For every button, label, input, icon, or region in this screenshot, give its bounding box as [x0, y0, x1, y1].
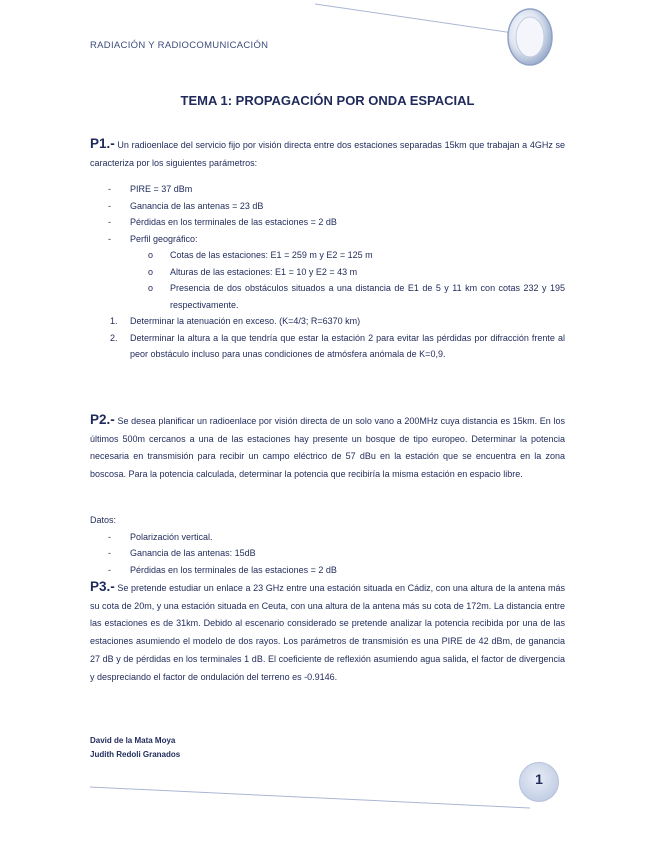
problem-2-text: Se desea planificar un radioenlace por visión directa de un solo vano a 200MHz cuya distancia es 15km. En los últimos 500m cercanos a una de las estaciones hay presente un bosque de tipo europeo. Determinar la potencia necesaria en transmisión para recibir un campo eléctrico de 57 dBu en la estación que se encuentra en la zona boscosa. Para la potencia calculada, determinar la potencia que recibiría la misma estación en espacio libre.: [90, 416, 565, 480]
list-item: - PIRE = 37 dBm: [108, 184, 193, 194]
page-number: 1: [535, 771, 543, 787]
problem-1-label: P1.-: [90, 136, 115, 151]
problem-3-statement: [90, 578, 565, 686]
list-item: - Pérdidas en los terminales de las estaciones = 2 dB: [108, 217, 337, 227]
datos-label: Datos:: [90, 515, 117, 525]
header-decor-line: [0, 0, 655, 60]
problem-1-questions: [90, 313, 565, 363]
footer-authors: [90, 734, 180, 761]
list-item: - Ganancia de las antenas: 15dB: [108, 548, 256, 558]
author-name: Judith Redoli Granados: [90, 749, 181, 759]
list-item: o Alturas de las estaciones: E1 = 10 y E2 = 43 m: [148, 266, 358, 277]
list-item: o Presencia de dos obstáculos situados a una distancia de E1 de 5 y 11 km con cotas 232 y 195 respectivamente.: [148, 283, 565, 310]
problem-3-label: P3.-: [90, 579, 115, 594]
list-item: o Cotas de las estaciones: E1 = 259 m y E2 = 125 m: [148, 250, 373, 260]
author-name: David de la Mata Moya: [90, 736, 176, 745]
list-item: - Polarización vertical.: [108, 531, 213, 542]
problem-3-text: Se pretende estudiar un enlace a 23 GHz entre una estación situada en Cádiz, con una altura de la antena más su cota de 20m, y una estación situada en Ceuta, con una altura de la antena más su cota de 172m. La distancia entre las estaciones es de 31km. Debido al escenario considerado se pretende analizar la potencia recibida por una de las estaciones asumiendo el modelo de dos rayos. Los parámetros de transmisión es una PIRE de 42 dBm, de ganancia 27 dB y de pérdidas en los terminales 1 dB. El coeficiente de reflexión asumiendo agua salida, el factor de divergencia y despreciando el factor de ondulación del terreno es -0.9146.: [90, 583, 565, 682]
problem-1-statement: [90, 135, 565, 172]
problem-1-parameters: [90, 181, 565, 363]
list-item: - Ganancia de las antenas = 23 dB: [108, 200, 264, 211]
list-item: 1. Determinar la atenuación en exceso. (K=4/3; R=6370 km): [110, 316, 361, 326]
geographic-profile-list: [90, 247, 565, 313]
header-disc-ornament: [505, 6, 555, 68]
list-item: - Perfil geográfico:: [108, 233, 198, 244]
document-header-title: RADIACIÓN Y RADIOCOMUNICACIÓN: [90, 40, 269, 51]
page-title: TEMA 1: PROPAGACIÓN POR ONDA ESPACIAL: [180, 93, 475, 108]
problem-1-intro: Un radioenlace del servicio fijo por visión directa entre dos estaciones separadas 15km que trabajan a 4GHz se caracteriza por los siguientes parámetros:: [90, 140, 565, 168]
problem-2-data: [90, 512, 565, 578]
problem-2-statement: [90, 411, 565, 484]
list-item: 2. Determinar la altura a la que tendría que estar la estación 2 para evitar las pérdidas por difracción frente al peor obstáculo incluso para unas condiciones de atmósfera anómala de K=0,9.: [110, 332, 565, 359]
problem-2-label: P2.-: [90, 412, 115, 427]
list-item: - Pérdidas en los terminales de las estaciones = 2 dB: [108, 564, 337, 575]
